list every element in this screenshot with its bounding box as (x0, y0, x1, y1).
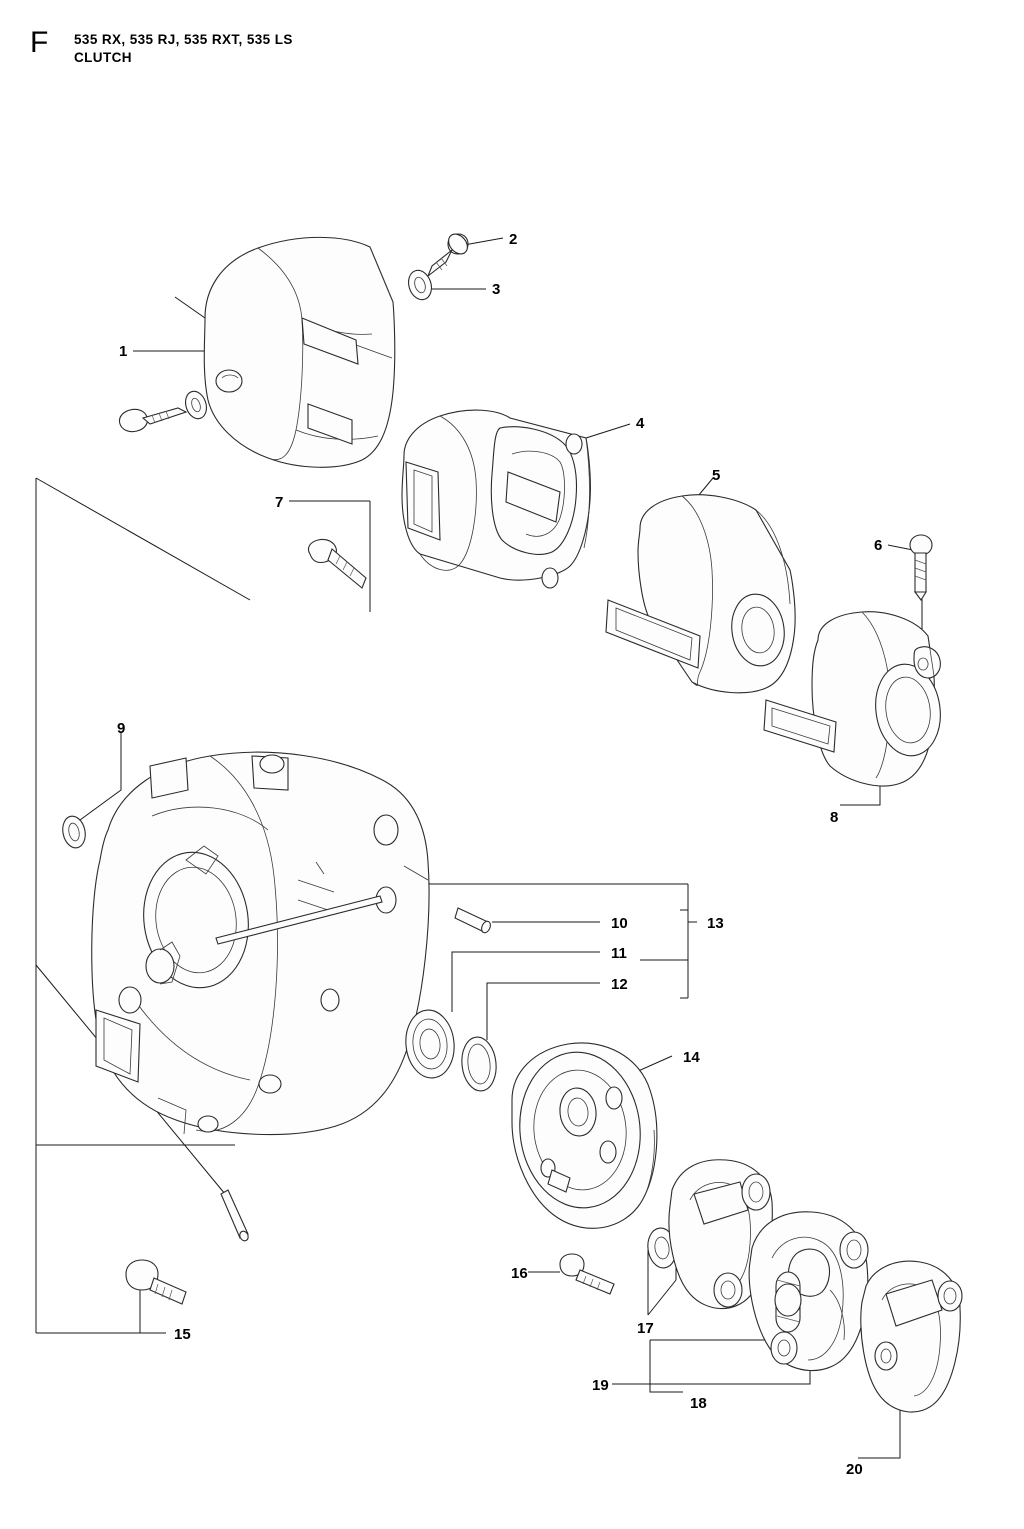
callout-15: 15 (174, 1326, 191, 1343)
part-4-bracket (402, 410, 590, 588)
part-10-pin-alt (221, 1190, 250, 1242)
part-15-screw (126, 1260, 186, 1304)
section-title: CLUTCH (74, 50, 132, 65)
callout-14: 14 (683, 1049, 700, 1066)
callout-5: 5 (712, 467, 721, 484)
washer-lower-left (182, 389, 210, 422)
part-5-sleeve (606, 495, 795, 693)
callout-8: 8 (830, 809, 839, 826)
callout-11: 11 (611, 945, 627, 962)
callout-6: 6 (874, 537, 883, 554)
part-16-screw (560, 1254, 614, 1294)
part-20-clutch-plate (861, 1261, 962, 1412)
callout-18: 18 (690, 1395, 707, 1412)
screw-lower-left (119, 408, 186, 432)
callout-3: 3 (492, 281, 501, 298)
callout-9: 9 (117, 720, 126, 737)
part-6-screw (910, 535, 932, 600)
callout-2: 2 (509, 231, 518, 248)
part-13-crankcase (92, 752, 429, 1134)
callout-16: 16 (511, 1265, 528, 1282)
part-1-clutch-cover (204, 237, 395, 467)
callout-20: 20 (846, 1461, 863, 1478)
model-list: 535 RX, 535 RJ, 535 RXT, 535 LS (74, 32, 293, 47)
callout-10: 10 (611, 915, 628, 932)
part-2-screw (428, 230, 471, 276)
section-letter: F (30, 26, 49, 59)
callout-13: 13 (707, 915, 724, 932)
callout-4: 4 (636, 415, 645, 432)
part-10-pin (455, 908, 492, 934)
part-7-screw (308, 539, 366, 588)
part-14-clutch-drum (512, 1043, 657, 1228)
callout-7: 7 (275, 494, 284, 511)
part-12-circlip (459, 1035, 498, 1092)
part-18-clutch-shoe-assembly (749, 1212, 868, 1371)
callout-1: 1 (119, 343, 128, 360)
callout-17: 17 (637, 1320, 654, 1337)
part-9-washer (60, 814, 88, 850)
callout-12: 12 (611, 976, 628, 993)
callout-19: 19 (592, 1377, 609, 1394)
group-bracket-13 (680, 910, 688, 998)
